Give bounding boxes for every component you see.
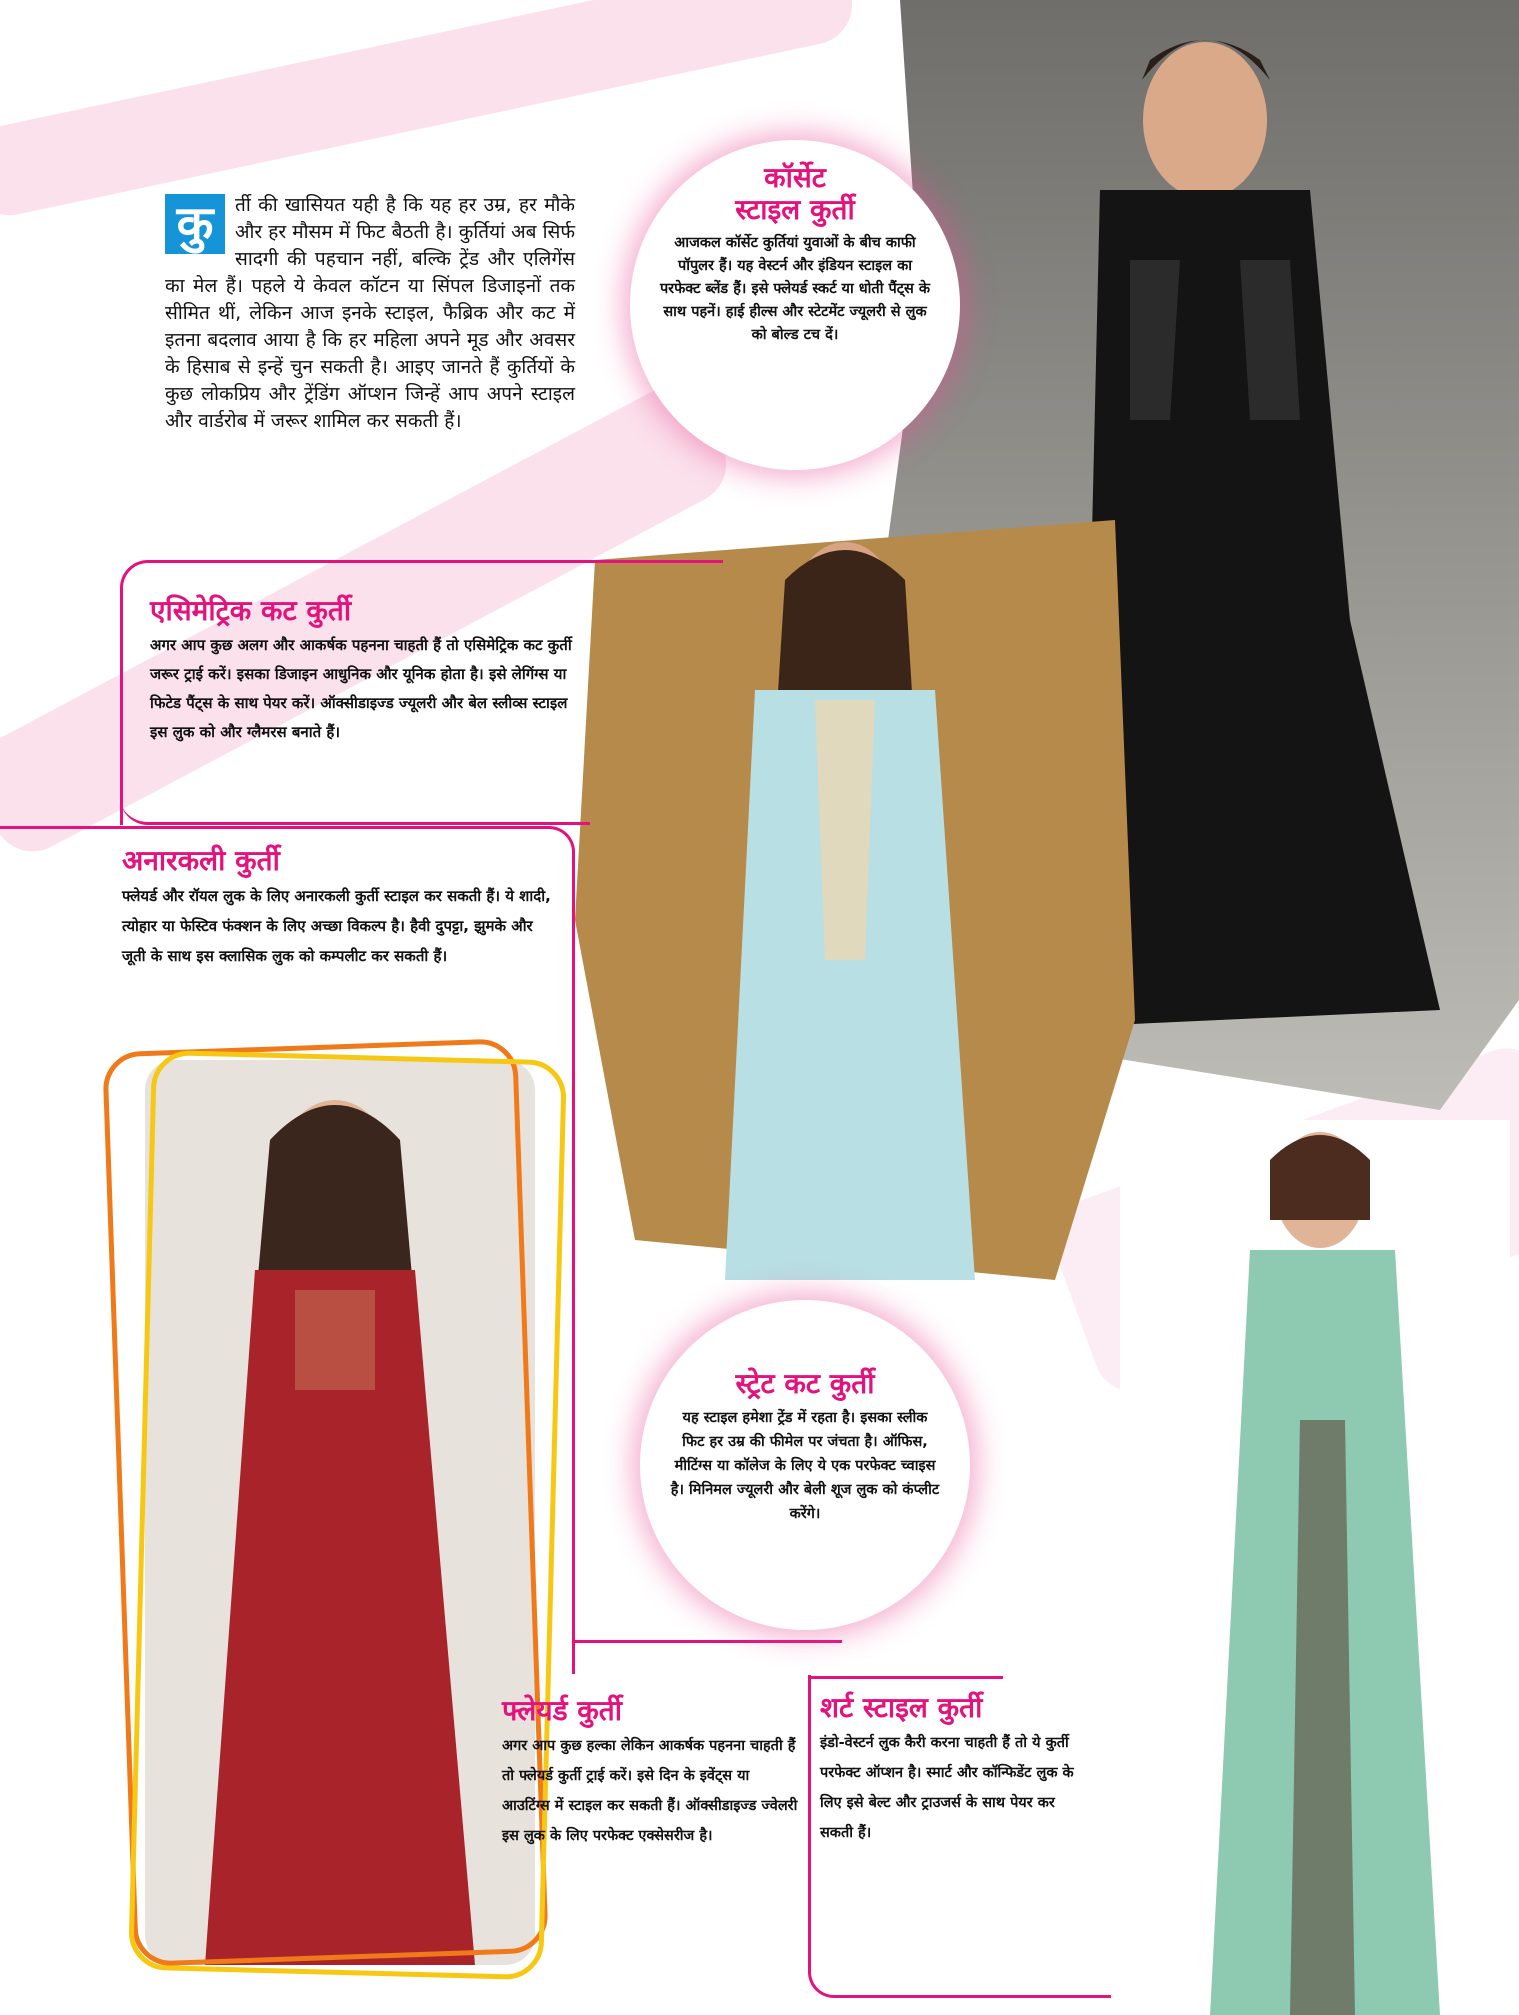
flared-body: अगर आप कुछ हल्का लेकिन आकर्षक पहनना चाहती हैं तो फ्लेयर्ड कुर्ती ट्राई करें। इसे दिन के इवेंट्स या आउटिंग्स में स्टाइल कर सकती हैं। ऑक्सीडाइज्ड ज्वेलरी इस लुक के लिए परफेक्ट एक्सेसरीज है। — [502, 1738, 798, 1845]
flared-section — [502, 1695, 802, 1851]
corset-style-panel — [630, 140, 960, 470]
anarkali-title: अनारकली कुर्ती — [122, 844, 280, 877]
straight-body: यह स्टाइल हमेशा ट्रेंड में रहता है। इसका स्लीक फिट हर उम्र की फीमेल पर जंचता है। ऑफिस, मीटिंग्स या कॉलेज के लिए ये एक परफेक्ट च्वाइस है। मिनिमल ज्यूलरी और बेली शूज लुक को कंप्लीट करेंगे। — [670, 1410, 940, 1523]
shirt-style-body: इंडो-वेस्टर्न लुक कैरी करना चाहती हैं तो ये कुर्ती परफेक्ट ऑप्शन है। स्मार्ट और कॉन्फिडेंट लुक के लिए इसे बेल्ट और ट्राउजर्स के साथ पेयर कर सकती हैं। — [820, 1735, 1074, 1842]
corset-title-line1: कॉर्सेट — [764, 161, 826, 194]
straight-cut-panel — [640, 1300, 970, 1630]
corset-title-line2: स्टाइल कुर्ती — [735, 193, 855, 227]
asymmetric-body: अगर आप कुछ अलग और आकर्षक पहनना चाहती हैं तो एसिमेट्रिक कट कुर्ती जरूर ट्राई करें। इसका डिजाइन आधुनिक और यूनिक होता है। इसे लेगिंग्स या फिटेड पैंट्स के साथ पेयर करें। ऑक्सीडाइज्ड ज्यूलरी और बेल स्लीव्स स्टाइल इस लुक को और ग्लैमरस बनाते हैं। — [150, 636, 572, 742]
anarkali-section — [122, 845, 557, 971]
anarkali-bottom-outline — [572, 1640, 842, 1673]
shirt-style-top-outline — [808, 1676, 1003, 1679]
shirt-style-section — [820, 1692, 1090, 1848]
drop-cap: कु — [165, 194, 225, 254]
flared-title: फ्लेयर्ड कुर्ती — [502, 1694, 623, 1727]
photo-green-paisley — [1120, 1120, 1510, 2015]
asymmetric-title: एसिमेट्रिक कट कुर्ती — [150, 594, 352, 627]
intro-text: र्ती की खासियत यही है कि यह हर उम्र, हर मौके और हर मौसम में फिट बैठती है। कुर्तियां अब सिर्फ सादगी की पहचान नहीं, बल्कि ट्रेंड और एलिगेंस का मेल हैं। पहले ये केवल कॉटन या सिंपल डिजाइनों तक सीमित थीं, लेकिन आज इनके स्टाइल, फैब्रिक और कट में इतना बदलाव आया है कि हर महिला अपने मूड और अवसर के हिसाब से इन्हें चुन सकती है। आइए जानते हैं कुर्तियों के कुछ लोकप्रिय और ट्रेंडिंग ऑप्शन जिन्हें आप अपने स्टाइल और वार्डरोब में जरूर शामिल कर सकती हैं। — [165, 194, 575, 432]
asymmetric-section — [150, 595, 580, 747]
anarkali-body: फ्लेयर्ड और रॉयल लुक के लिए अनारकली कुर्ती स्टाइल कर सकती हैं। ये शादी, त्योहार या फेस्टिव फंक्शन के लिए अच्छा विकल्प है। हैवी दुपट्टा, झुमके और जूती के साथ इस क्लासिक लुक को कम्पलीट कर सकती हैं। — [122, 887, 551, 966]
shirt-style-title: शर्ट स्टाइल कुर्ती — [820, 1691, 983, 1724]
straight-title: स्ट्रेट कट कुर्ती — [735, 1367, 875, 1400]
corset-body: आजकल कॉर्सेट कुर्तियां युवाओं के बीच काफी पॉपुलर हैं। यह वेस्टर्न और इंडियन स्टाइल का परफेक्ट ब्लेंड हैं। इसे फ्लेयर्ड स्कर्ट या धोती पैंट्स के साथ पहनें। हाई हील्स और स्टेटमेंट ज्यूलरी से लुक को बोल्ड टच दें। — [659, 235, 931, 344]
intro-paragraph — [165, 192, 575, 435]
